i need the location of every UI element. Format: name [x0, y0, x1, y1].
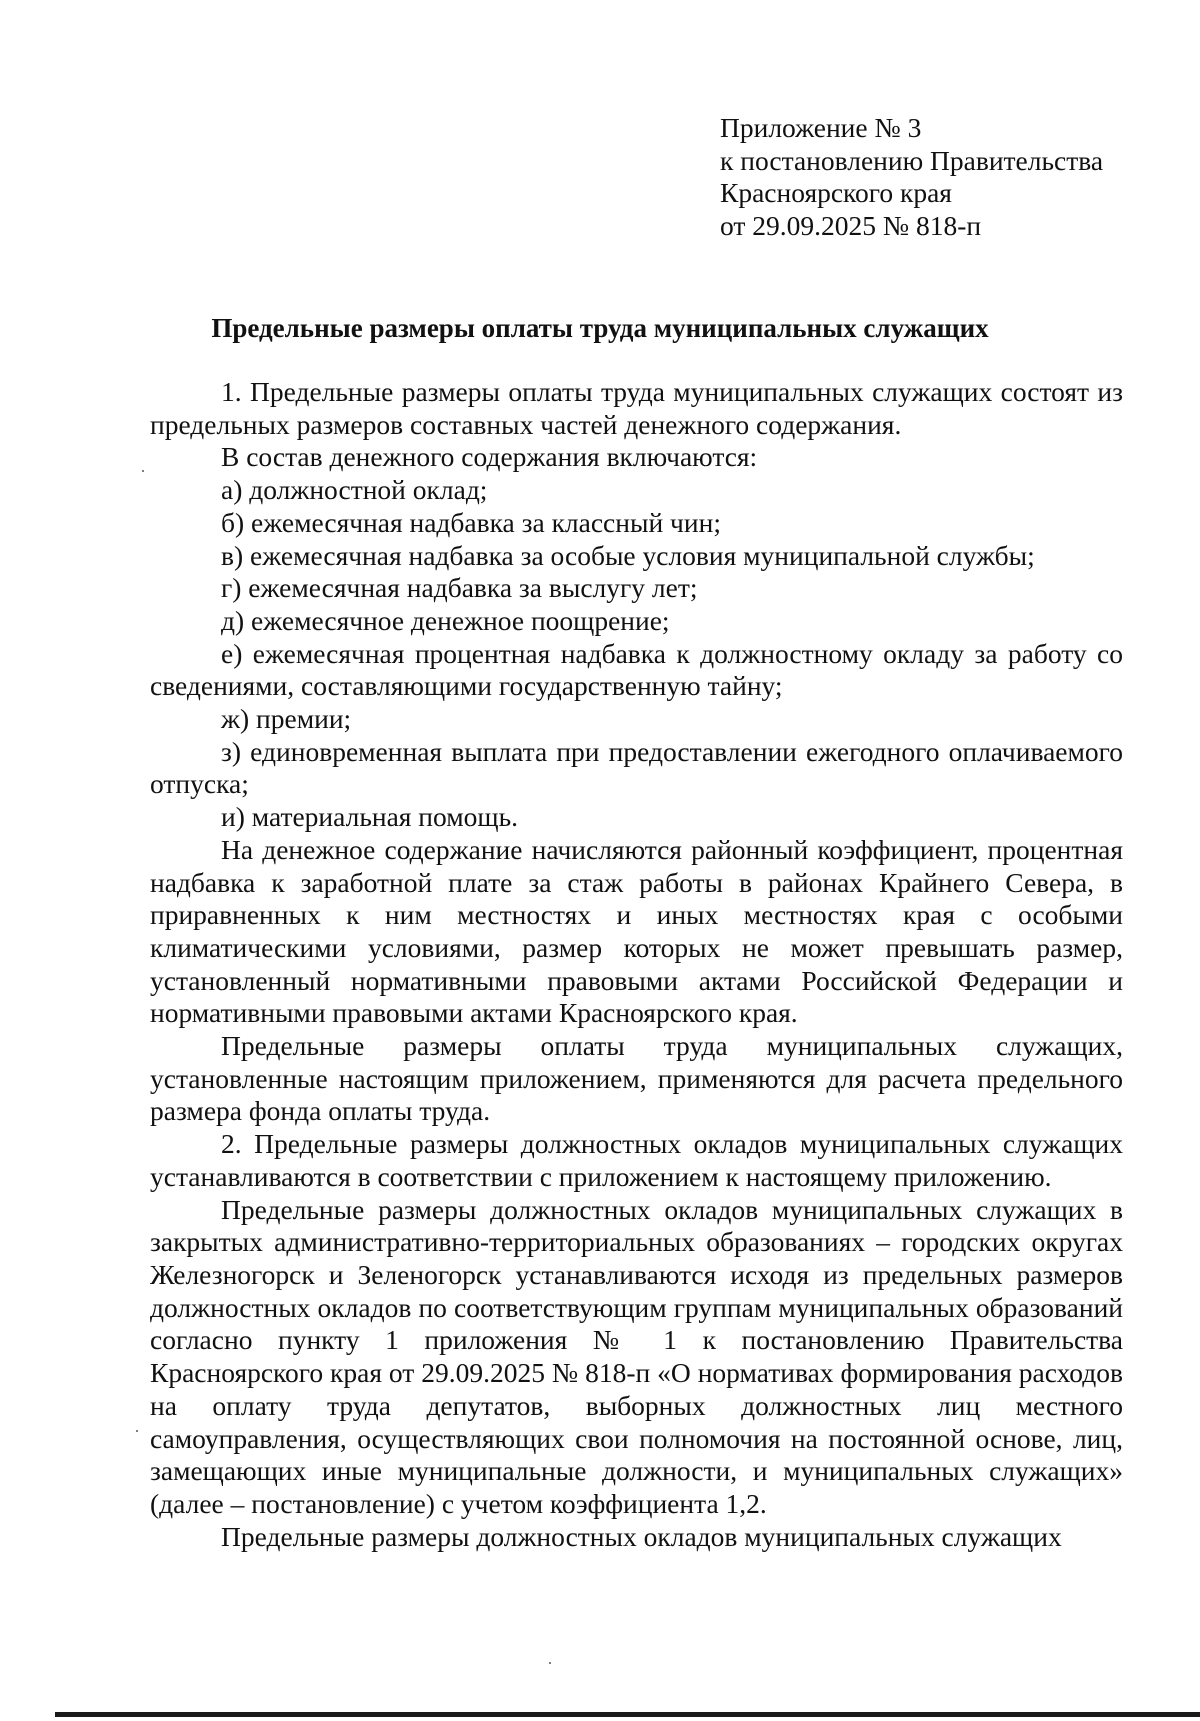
paragraph-regional-coefficient: На денежное содержание начисляются районный коэффициент, процентная надбавка к заработной плате за стаж работы в районах Крайнего Севера, в приравненных к ним местностях и иных местностях края с особыми климатическими условиями, размер которых не может превышать размер, установленный нормативными правовыми актами Российской Федерации и нормативными правовыми актами Красноярского края. [150, 833, 1123, 1029]
list-item-b: б) ежемесячная надбавка за классный чин; [221, 506, 721, 538]
list-item-a: а) должностной оклад; [221, 474, 488, 506]
document-body [150, 376, 1123, 1553]
document-title: Предельные размеры оплаты труда муниципальных служащих [211, 313, 989, 343]
appendix-number: Приложение № 3 [720, 112, 922, 143]
appendix-region: Красноярского края [720, 177, 952, 208]
page-bottom-rule [55, 1712, 1200, 1717]
appendix-header [720, 112, 1103, 242]
paragraph-continued: Предельные размеры должностных окладов муниципальных служащих [221, 1520, 1062, 1552]
list-item-i: и) материальная помощь. [221, 801, 518, 833]
paragraph-zato: Предельные размеры должностных окладов муниципальных служащих в закрытых административно-территориальных образованиях – городских округах Железногорск и Зеленогорск устанавливаются исходя из предельных размеров должностных окладов по соответствующим группам муниципальных образований согласно пункту 1 приложения № 1 к постановлению Правительства Красноярского края от 29.09.2025 № 818-п «О нормативах формирования расходов на оплату труда депутатов, выборных должностных лиц местного самоуправления, осуществляющих свои полномочия на постоянной основе, лиц, замещающих иные муниципальные должности, и муниципальных служащих» (далее – постановление) с учетом коэффициента 1,2. [150, 1193, 1123, 1519]
paragraph-composition: В состав денежного содержания включаются: [221, 441, 758, 473]
scan-speck [142, 470, 144, 472]
scan-speck [136, 1430, 138, 1432]
list-item-v: в) ежемесячная надбавка за особые условия муниципальной службы; [221, 539, 1035, 571]
list-item-d: д) ежемесячное денежное поощрение; [221, 604, 670, 636]
appendix-date-number: от 29.09.2025 № 818-п [720, 209, 982, 241]
scan-speck [549, 1662, 551, 1664]
paragraph-1: 1. Предельные размеры оплаты труда муниципальных служащих состоят из предельных размеров составных частей денежного содержания. [150, 376, 1123, 440]
list-item-g: г) ежемесячная надбавка за выслугу лет; [221, 572, 698, 604]
appendix-reference: к постановлению Правительства [720, 144, 1104, 176]
list-item-z: з) единовременная выплата при предоставлении ежегодного оплачиваемого отпуска; [150, 735, 1123, 800]
paragraph-wage-fund: Предельные размеры оплаты труда муниципальных служащих, установленные настоящим приложением, применяются для расчета предельного размера фонда оплаты труда. [150, 1030, 1123, 1127]
list-item-e: е) ежемесячная процентная надбавка к должностному окладу за работу со сведениями, составляющими государственную тайну; [150, 637, 1123, 702]
paragraph-2: 2. Предельные размеры должностных окладов муниципальных служащих устанавливаются в соответствии с приложением к настоящему приложению. [150, 1128, 1123, 1192]
list-item-zh: ж) премии; [221, 703, 352, 735]
